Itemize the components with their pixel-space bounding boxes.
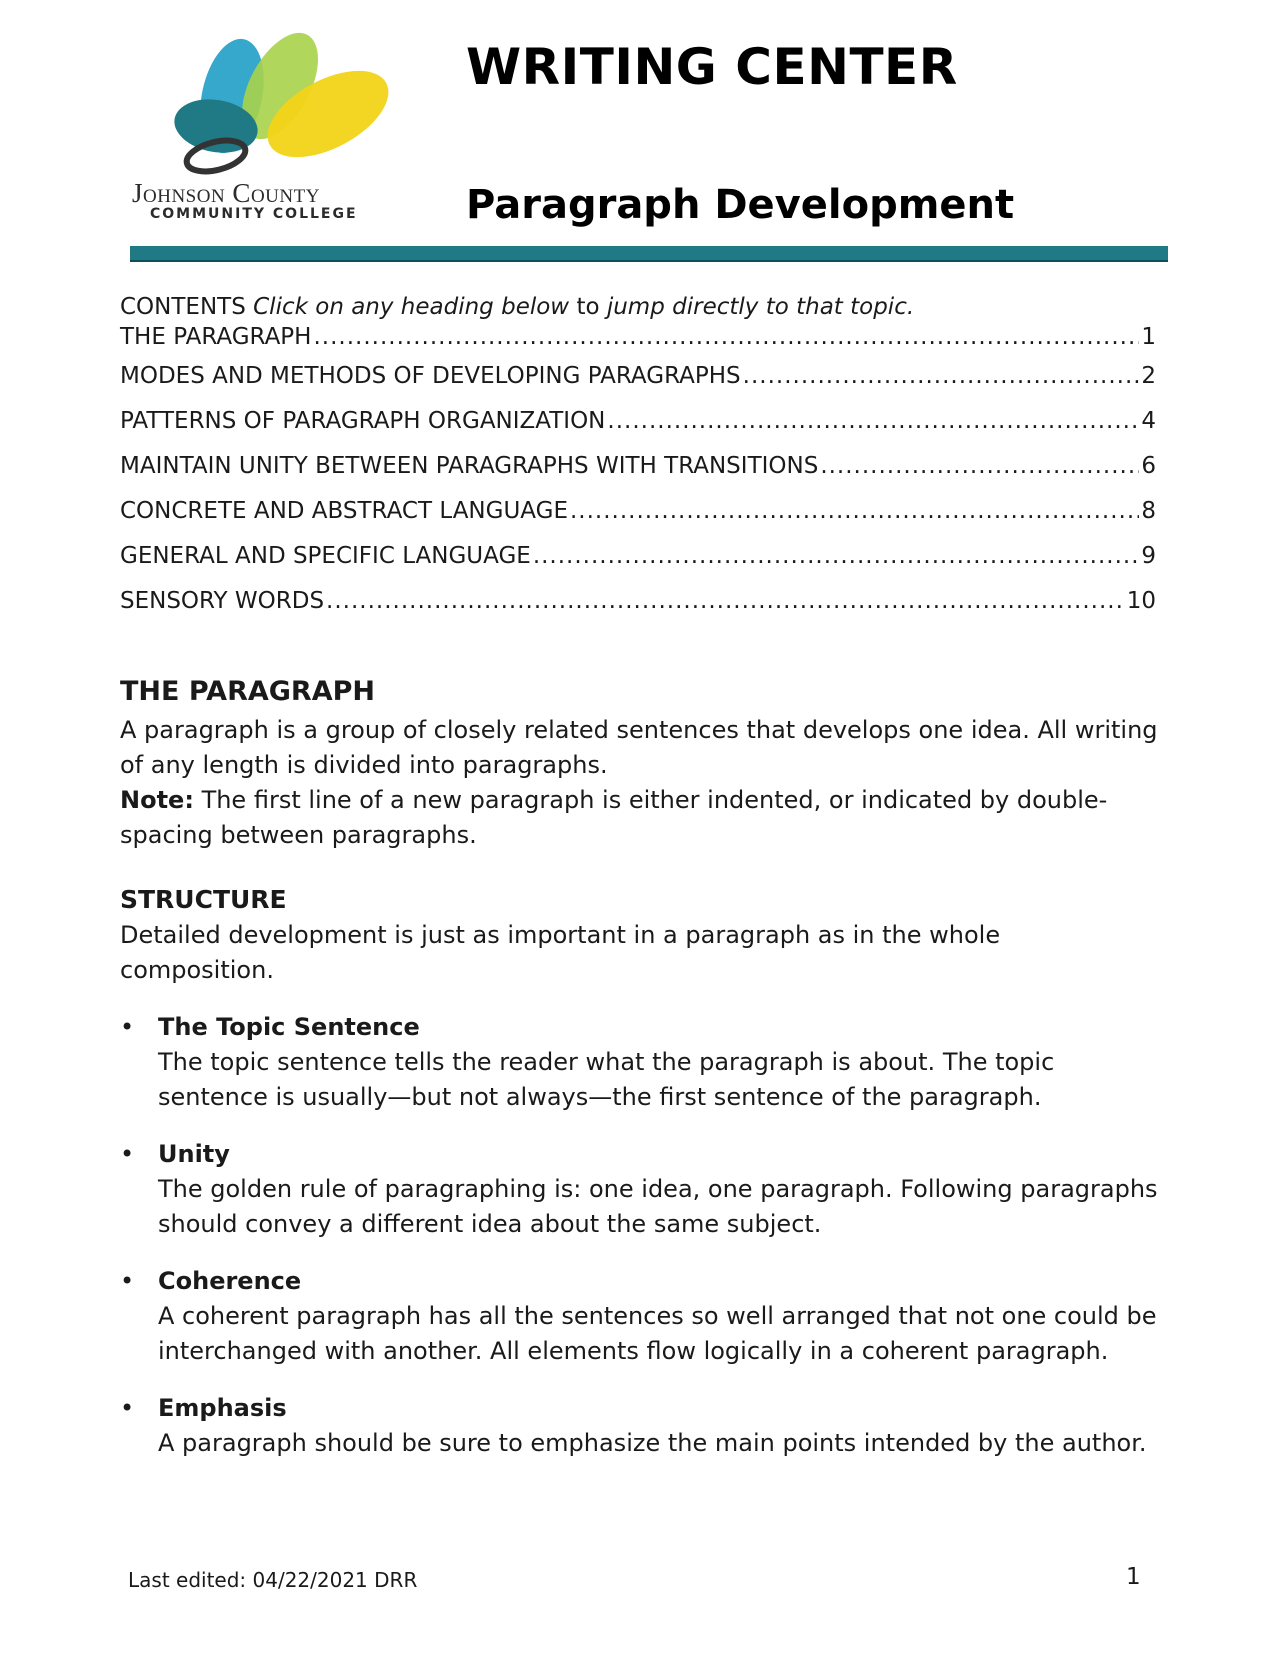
note-text: The first line of a new paragraph is either indented, or indicated by double-spacing between paragraphs. [120, 786, 1108, 849]
list-item [120, 1264, 1160, 1369]
page-title: WRITING CENTER [466, 38, 958, 96]
toc-item-patterns[interactable] [120, 399, 1156, 444]
logo-subtitle: COMMUNITY COLLEGE [150, 206, 358, 222]
toc-header [120, 292, 1156, 322]
toc-leader [820, 444, 1139, 489]
last-edited: Last edited: 04/22/2021 DRR [128, 1568, 418, 1592]
table-of-contents [120, 292, 1156, 624]
list-item-text: The golden rule of paragraphing is: one idea, one paragraph. Following paragraphs should convey a different idea about the same subject. [158, 1175, 1158, 1238]
toc-item-label: SENSORY WORDS [120, 588, 325, 614]
toc-item-page: 8 [1141, 498, 1156, 524]
toc-item-page: 1 [1141, 324, 1156, 350]
toc-instruction-c: jump directly to that topic. [606, 294, 915, 320]
list-item-title: • The Topic Sentence [158, 1013, 420, 1041]
toc-leader [570, 489, 1139, 534]
list-item [120, 1391, 1160, 1461]
list-item-title: • Unity [158, 1140, 230, 1168]
main-content [120, 676, 1160, 1483]
toc-item-page: 2 [1141, 363, 1156, 389]
toc-leader [533, 534, 1140, 579]
toc-item-page: 6 [1141, 453, 1156, 479]
toc-item-page: 10 [1126, 588, 1156, 614]
structure-text: Detailed development is just as important in a paragraph as in the whole composition. [120, 921, 1001, 984]
toc-item-sensory-words[interactable] [120, 579, 1156, 624]
list-item-title: • Emphasis [158, 1394, 287, 1422]
leaf-logo-icon [128, 30, 418, 180]
header-divider [130, 246, 1168, 262]
list-item-title: • Coherence [158, 1267, 302, 1295]
page-number: 1 [1126, 1564, 1141, 1590]
list-item-text: A coherent paragraph has all the sentences so well arranged that not one could be interchanged with another. All elements flow logically in a coherent paragraph. [158, 1302, 1157, 1365]
toc-item-concrete-abstract[interactable] [120, 489, 1156, 534]
structure-list [120, 1010, 1160, 1461]
toc-item-page: 4 [1141, 408, 1156, 434]
list-item-text: The topic sentence tells the reader what the paragraph is about. The topic sentence is usually—but not always—the first sentence of the paragraph. [158, 1048, 1055, 1111]
note-label: Note: [120, 786, 194, 814]
toc-item-label: PATTERNS OF PARAGRAPH ORGANIZATION [120, 408, 606, 434]
toc-item-label: THE PARAGRAPH [120, 324, 312, 350]
toc-instruction-b: to [576, 294, 600, 320]
toc-item-label: MODES AND METHODS OF DEVELOPING PARAGRAPHS [120, 363, 741, 389]
toc-item-label: MAINTAIN UNITY BETWEEN PARAGRAPHS WITH TRANSITIONS [120, 453, 819, 479]
toc-leader [326, 579, 1125, 624]
list-item [120, 1010, 1160, 1115]
toc-item-page: 9 [1141, 543, 1156, 569]
section-intro: A paragraph is a group of closely related sentences that develops one idea. All writing of any length is divided into paragraphs. [120, 716, 1158, 779]
toc-item-label: CONCRETE AND ABSTRACT LANGUAGE [120, 498, 568, 524]
toc-instruction-a: Click on any heading below [253, 294, 570, 320]
structure-heading: STRUCTURE [120, 885, 287, 914]
list-item [120, 1137, 1160, 1242]
toc-item-modes-and-methods[interactable] [120, 354, 1156, 399]
toc-leader [313, 322, 1139, 352]
section-note [120, 783, 1160, 853]
toc-label: CONTENTS [120, 294, 246, 320]
toc-item-maintain-unity[interactable] [120, 444, 1156, 489]
page-subtitle: Paragraph Development [466, 182, 1015, 228]
toc-item-general-specific[interactable] [120, 534, 1156, 579]
list-item-text: A paragraph should be sure to emphasize the main points intended by the author. [158, 1429, 1147, 1457]
toc-leader [743, 354, 1140, 399]
toc-leader [607, 399, 1139, 444]
logo-name: Johnson County [132, 178, 320, 208]
section-heading: THE PARAGRAPH [120, 676, 375, 707]
toc-item-the-paragraph[interactable] [120, 322, 1156, 354]
college-logo [128, 30, 418, 226]
toc-item-label: GENERAL AND SPECIFIC LANGUAGE [120, 543, 531, 569]
